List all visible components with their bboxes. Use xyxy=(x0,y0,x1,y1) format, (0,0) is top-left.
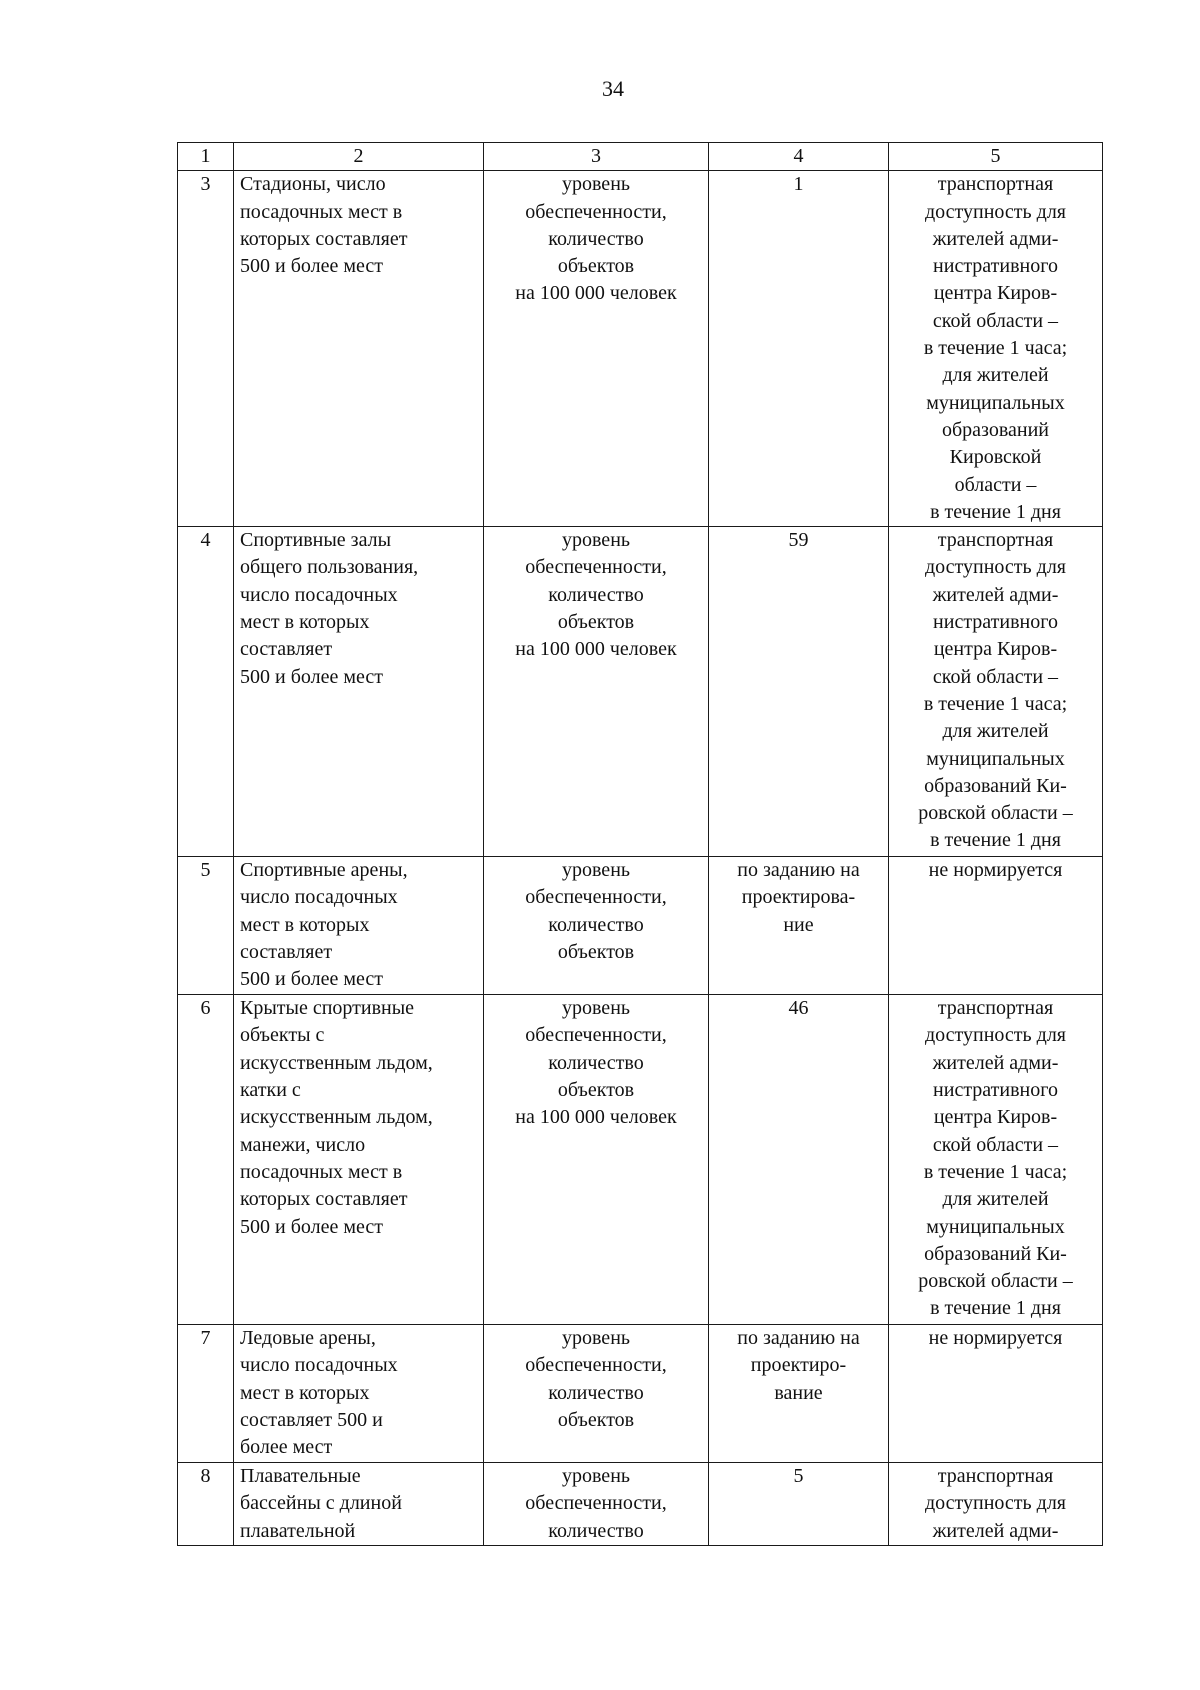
cell-text-line: транспортная xyxy=(937,173,1054,196)
facility-name-cell xyxy=(234,995,484,1325)
cell-text-line: доступность для xyxy=(924,556,1067,579)
table-row xyxy=(178,527,1103,857)
row-number-cell: 3 xyxy=(178,171,234,527)
cell-text-line: по заданию на xyxy=(737,1327,860,1350)
cell-text-line: обеспеченности, xyxy=(525,556,667,579)
cell-text-line: доступность для xyxy=(924,200,1067,223)
cell-text-line: объектов xyxy=(557,941,635,964)
cell-text-line: в течение 1 часа; xyxy=(923,337,1068,360)
cell-text-line: количество xyxy=(548,1381,644,1404)
cell-text-line: 500 и более мест xyxy=(240,968,383,991)
cell-text-line: более мест xyxy=(240,1436,333,1459)
cell-text-line: 500 и более мест xyxy=(240,255,383,278)
cell-text-line: ровской области – xyxy=(918,802,1073,825)
cell-text-line: количество xyxy=(548,227,644,250)
cell-text-line: обеспеченности, xyxy=(525,1354,667,1377)
norm-value-cell xyxy=(709,1325,889,1463)
cell-text-line: 46 xyxy=(788,997,809,1020)
cell-text-line: обеспеченности, xyxy=(525,1492,667,1515)
cell-text-line: по заданию на xyxy=(737,859,860,882)
cell-text-line: в течение 1 дня xyxy=(930,829,1061,852)
cell-text-line: составляет 500 и xyxy=(240,1409,383,1432)
cell-text-line: уровень xyxy=(561,173,631,196)
cell-text-line: Плавательные xyxy=(240,1465,361,1488)
cell-text-line: составляет xyxy=(240,941,333,964)
cell-text-line: жителей адми- xyxy=(932,1519,1059,1542)
cell-text-line: объектов xyxy=(557,1409,635,1432)
cell-text-line: посадочных мест в xyxy=(240,200,403,223)
cell-text-line: уровень xyxy=(561,1327,631,1350)
cell-text-line: доступность для xyxy=(924,1492,1067,1515)
cell-text-line: мест в которых xyxy=(240,913,370,936)
cell-text-line: уровень xyxy=(561,997,631,1020)
cell-text-line: ской области – xyxy=(932,665,1059,688)
table-body xyxy=(178,171,1103,1546)
cell-text-line: число посадочных xyxy=(240,583,398,606)
cell-text-line: центра Киров- xyxy=(933,282,1058,305)
indicator-cell xyxy=(484,995,709,1325)
indicator-cell xyxy=(484,1463,709,1546)
cell-text-line: ние xyxy=(783,913,814,936)
cell-text-line: количество xyxy=(548,1519,644,1542)
cell-text-line: нистративного xyxy=(933,611,1058,634)
cell-text-line: манежи, число xyxy=(240,1133,366,1156)
cell-text-line: Кировской xyxy=(949,446,1042,469)
cell-text-line: жителей адми- xyxy=(932,227,1059,250)
cell-text-line: объектов xyxy=(557,255,635,278)
cell-text-line: плавательной xyxy=(240,1519,356,1542)
header-cell-3: 3 xyxy=(484,143,709,171)
facility-name-cell xyxy=(234,1463,484,1546)
cell-text-line: бассейны с длиной xyxy=(240,1492,402,1515)
cell-text-line: мест в которых xyxy=(240,611,370,634)
cell-text-line: в течение 1 часа; xyxy=(923,1160,1068,1183)
indicator-cell xyxy=(484,1325,709,1463)
cell-text-line: центра Киров- xyxy=(933,638,1058,661)
accessibility-cell xyxy=(889,527,1103,857)
facility-name-cell xyxy=(234,171,484,527)
indicator-cell xyxy=(484,857,709,995)
table-row xyxy=(178,857,1103,995)
accessibility-cell xyxy=(889,995,1103,1325)
cell-text-line: муниципальных xyxy=(926,1215,1065,1238)
row-number-cell: 6 xyxy=(178,995,234,1325)
accessibility-cell xyxy=(889,1463,1103,1546)
cell-text-line: 59 xyxy=(788,529,809,552)
cell-text-line: количество xyxy=(548,1051,644,1074)
cell-text-line: количество xyxy=(548,913,644,936)
cell-text-line: муниципальных xyxy=(926,747,1065,770)
header-row xyxy=(178,143,1103,171)
cell-text-line: мест в которых xyxy=(240,1381,370,1404)
cell-text-line: обеспеченности, xyxy=(525,200,667,223)
cell-text-line: жителей адми- xyxy=(932,583,1059,606)
accessibility-cell xyxy=(889,1325,1103,1463)
cell-text-line: транспортная xyxy=(937,529,1054,552)
cell-text-line: которых составляет xyxy=(240,1188,408,1211)
cell-text-line: обеспеченности, xyxy=(525,886,667,909)
cell-text-line: нистративного xyxy=(933,1079,1058,1102)
facility-name-cell xyxy=(234,1325,484,1463)
table-row xyxy=(178,1325,1103,1463)
cell-text-line: области – xyxy=(954,473,1037,496)
cell-text-line: 500 и более мест xyxy=(240,1215,383,1238)
accessibility-cell xyxy=(889,171,1103,527)
cell-text-line: уровень xyxy=(561,1465,631,1488)
table-row xyxy=(178,171,1103,527)
cell-text-line: 5 xyxy=(793,1465,804,1488)
cell-text-line: катки с xyxy=(240,1079,301,1102)
cell-text-line: обеспеченности, xyxy=(525,1024,667,1047)
indicator-cell xyxy=(484,171,709,527)
cell-text-line: число посадочных xyxy=(240,1354,398,1377)
norm-value-cell xyxy=(709,995,889,1325)
cell-text-line: образований xyxy=(941,418,1049,441)
norm-value-cell xyxy=(709,171,889,527)
norms-table xyxy=(177,142,1103,1546)
row-number-cell: 7 xyxy=(178,1325,234,1463)
cell-text-line: 500 и более мест xyxy=(240,665,383,688)
cell-text-line: в течение 1 часа; xyxy=(923,692,1068,715)
cell-text-line: Спортивные арены, xyxy=(240,859,408,882)
cell-text-line: уровень xyxy=(561,859,631,882)
cell-text-line: составляет xyxy=(240,638,333,661)
cell-text-line: нистративного xyxy=(933,255,1058,278)
cell-text-line: проектиро- xyxy=(750,1354,847,1377)
row-number-cell: 5 xyxy=(178,857,234,995)
row-number-cell: 4 xyxy=(178,527,234,857)
cell-text-line: Ледовые арены, xyxy=(240,1327,376,1350)
cell-text-line: вание xyxy=(774,1381,823,1404)
cell-text-line: посадочных мест в xyxy=(240,1160,403,1183)
cell-text-line: на 100 000 человек xyxy=(515,1106,677,1129)
page-number: 34 xyxy=(602,76,624,101)
cell-text-line: Крытые спортивные xyxy=(240,997,415,1020)
cell-text-line: Спортивные залы xyxy=(240,529,392,552)
cell-text-line: в течение 1 дня xyxy=(930,1297,1061,1320)
table-header xyxy=(178,143,1103,171)
norm-value-cell xyxy=(709,527,889,857)
cell-text-line: проектирова- xyxy=(741,886,856,909)
indicator-cell xyxy=(484,527,709,857)
cell-text-line: Стадионы, число xyxy=(240,173,386,196)
cell-text-line: искусственным льдом, xyxy=(240,1106,433,1129)
cell-text-line: объектов xyxy=(557,611,635,634)
header-cell-1: 1 xyxy=(178,143,234,171)
cell-text-line: объекты с xyxy=(240,1024,325,1047)
cell-text-line: на 100 000 человек xyxy=(515,638,677,661)
cell-text-line: число посадочных xyxy=(240,886,398,909)
cell-text-line: общего пользования, xyxy=(240,556,419,579)
cell-text-line: центра Киров- xyxy=(933,1106,1058,1129)
cell-text-line: не нормируется xyxy=(928,859,1063,882)
cell-text-line: образований Ки- xyxy=(924,1242,1067,1265)
cell-text-line: объектов xyxy=(557,1079,635,1102)
cell-text-line: искусственным льдом, xyxy=(240,1051,433,1074)
cell-text-line: для жителей xyxy=(942,720,1049,743)
header-cell-5: 5 xyxy=(889,143,1103,171)
cell-text-line: количество xyxy=(548,583,644,606)
cell-text-line: транспортная xyxy=(937,997,1054,1020)
cell-text-line: ской области – xyxy=(932,309,1059,332)
cell-text-line: для жителей xyxy=(942,364,1049,387)
table-row xyxy=(178,995,1103,1325)
table-row xyxy=(178,1463,1103,1546)
cell-text-line: транспортная xyxy=(937,1465,1054,1488)
cell-text-line: ровской области – xyxy=(918,1270,1073,1293)
header-cell-2: 2 xyxy=(234,143,484,171)
cell-text-line: 1 xyxy=(793,173,804,196)
cell-text-line: не нормируется xyxy=(928,1327,1063,1350)
cell-text-line: в течение 1 дня xyxy=(930,500,1061,523)
norm-value-cell xyxy=(709,1463,889,1546)
facility-name-cell xyxy=(234,857,484,995)
accessibility-cell xyxy=(889,857,1103,995)
cell-text-line: ской области – xyxy=(932,1133,1059,1156)
cell-text-line: муниципальных xyxy=(926,391,1065,414)
cell-text-line: жителей адми- xyxy=(932,1051,1059,1074)
cell-text-line: которых составляет xyxy=(240,227,408,250)
header-cell-4: 4 xyxy=(709,143,889,171)
cell-text-line: для жителей xyxy=(942,1188,1049,1211)
row-number-cell: 8 xyxy=(178,1463,234,1546)
cell-text-line: образований Ки- xyxy=(924,774,1067,797)
cell-text-line: доступность для xyxy=(924,1024,1067,1047)
cell-text-line: уровень xyxy=(561,529,631,552)
norm-value-cell xyxy=(709,857,889,995)
facility-name-cell xyxy=(234,527,484,857)
cell-text-line: на 100 000 человек xyxy=(515,282,677,305)
